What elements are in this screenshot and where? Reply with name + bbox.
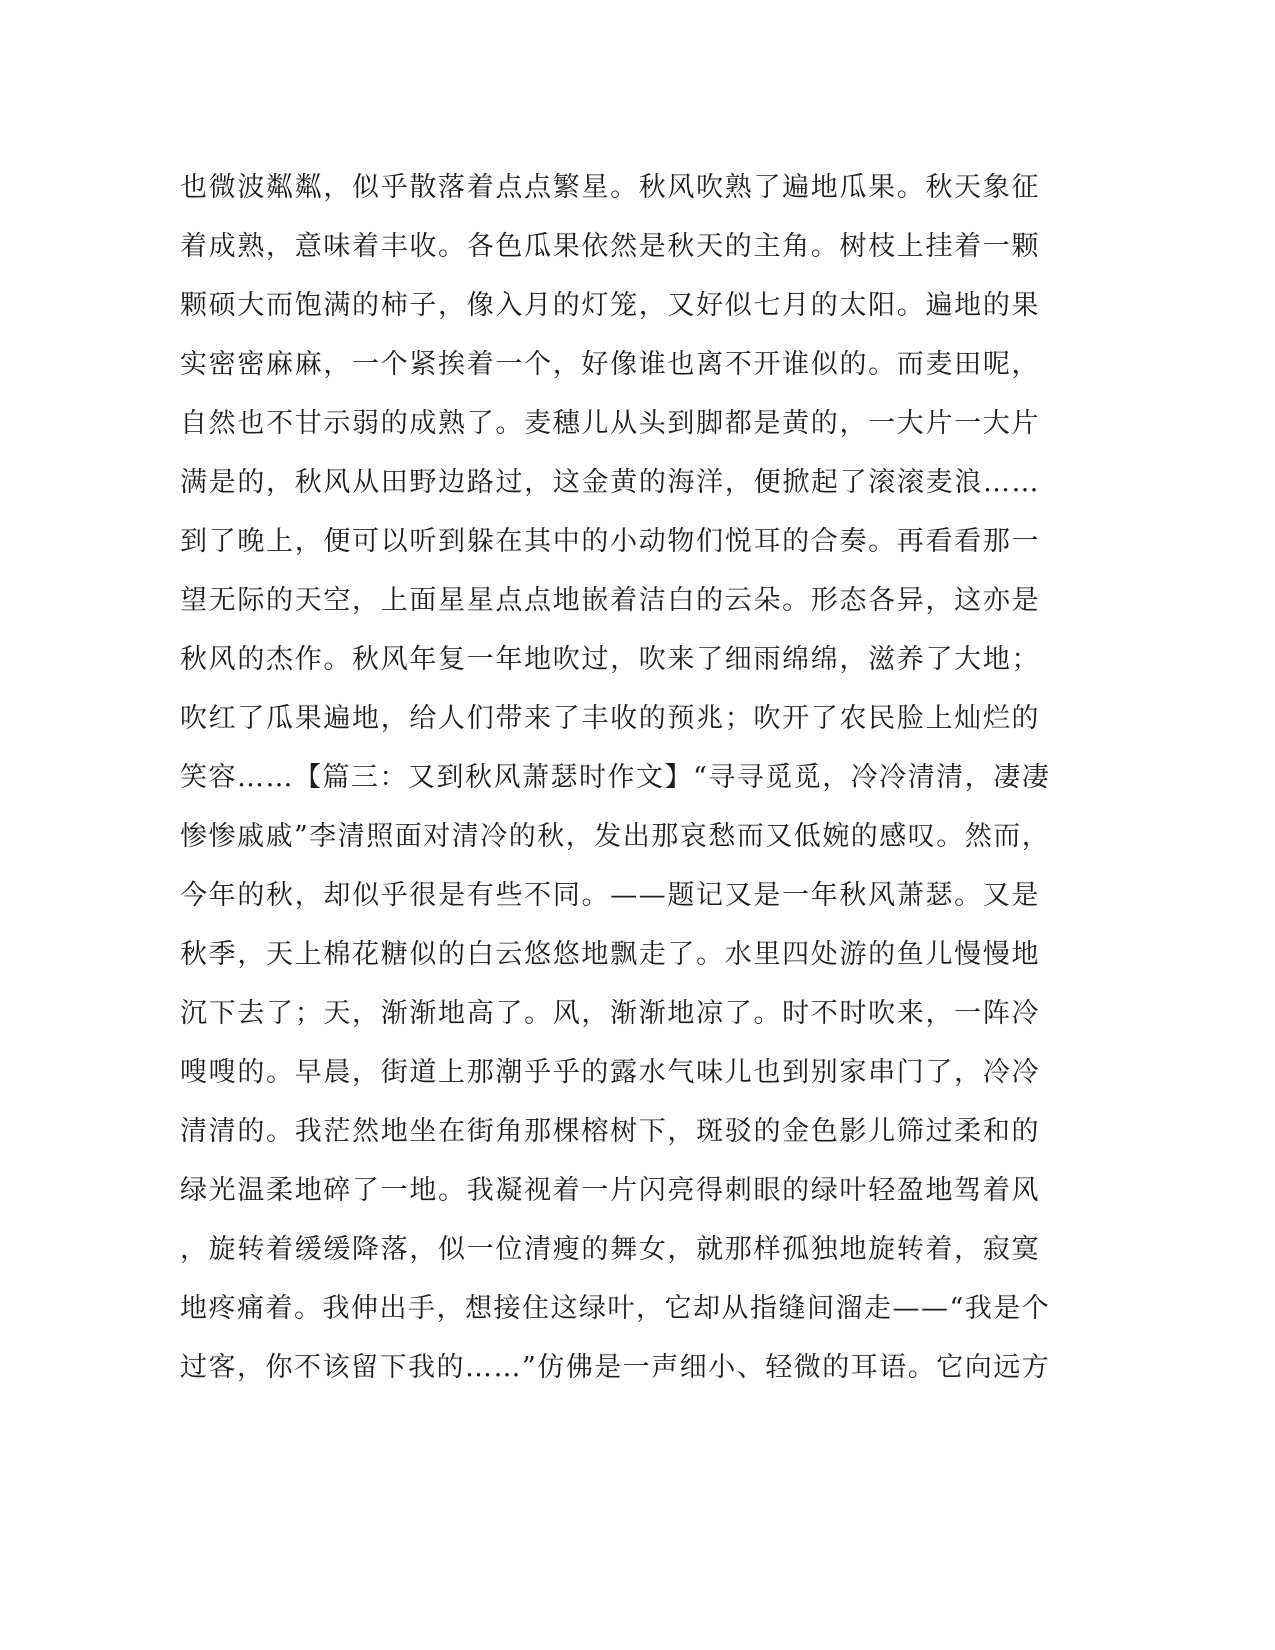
text-line: 自然也不甘示弱的成熟了。麦穗儿从头到脚都是黄的，一大片一大片 xyxy=(180,408,1040,439)
text-line: 满是的，秋风从田野边路过，这金黄的海洋，便掀起了滚滚麦浪…… xyxy=(180,467,1040,498)
text-line: 笑容……【篇三：又到秋风萧瑟时作文】“寻寻觅觅，冷冷清清，凄凄 xyxy=(180,762,1051,793)
text-line: 沉下去了；天，渐渐地高了。风，渐渐地凉了。时不时吹来，一阵冷 xyxy=(180,998,1040,1029)
text-line: 地疼痛着。我伸出手，想接住这绿叶，它却从指缝间溜走——“我是个 xyxy=(180,1293,1051,1324)
text-line: ，旋转着缓缓降落，似一位清瘦的舞女，就那样孤独地旋转着，寂寞 xyxy=(180,1234,1040,1265)
text-line: 清清的。我茫然地坐在街角那棵榕树下，斑驳的金色影儿筛过柔和的 xyxy=(180,1116,1040,1147)
text-line: 秋季，天上棉花糖似的白云悠悠地飘走了。水里四处游的鱼儿慢慢地 xyxy=(180,939,1040,970)
text-line: 今年的秋，却似乎很是有些不同。——题记又是一年秋风萧瑟。又是 xyxy=(180,880,1040,911)
text-line: 秋风的杰作。秋风年复一年地吹过，吹来了细雨绵绵，滋养了大地； xyxy=(180,644,1040,675)
text-line: 绿光温柔地碎了一地。我凝视着一片闪亮得刺眼的绿叶轻盈地驾着风 xyxy=(180,1175,1040,1206)
text-line: 惨惨戚戚”李清照面对清冷的秋，发出那哀愁而又低婉的感叹。然而， xyxy=(180,821,1051,852)
text-line: 到了晚上，便可以听到躲在其中的小动物们悦耳的合奏。再看看那一 xyxy=(180,526,1040,557)
text-line: 望无际的天空，上面星星点点地嵌着洁白的云朵。形态各异，这亦是 xyxy=(180,585,1040,616)
text-line: 吹红了瓜果遍地，给人们带来了丰收的预兆；吹开了农民脸上灿烂的 xyxy=(180,703,1040,734)
text-line: 颗硕大而饱满的柿子，像入月的灯笼，又好似七月的太阳。遍地的果 xyxy=(180,290,1040,321)
text-line: 实密密麻麻，一个紧挨着一个，好像谁也离不开谁似的。而麦田呢， xyxy=(180,349,1040,380)
text-line: 着成熟，意味着丰收。各色瓜果依然是秋天的主角。树枝上挂着一颗 xyxy=(180,231,1040,262)
text-line: 过客，你不该留下我的……”仿佛是一声细小、轻微的耳语。它向远方 xyxy=(180,1352,1051,1383)
body-text xyxy=(180,158,1051,1397)
text-line: 嗖嗖的。早晨，街道上那潮乎乎的露水气味儿也到别家串门了，冷冷 xyxy=(180,1057,1040,1088)
text-line: 也微波粼粼，似乎散落着点点繁星。秋风吹熟了遍地瓜果。秋天象征 xyxy=(180,172,1040,203)
